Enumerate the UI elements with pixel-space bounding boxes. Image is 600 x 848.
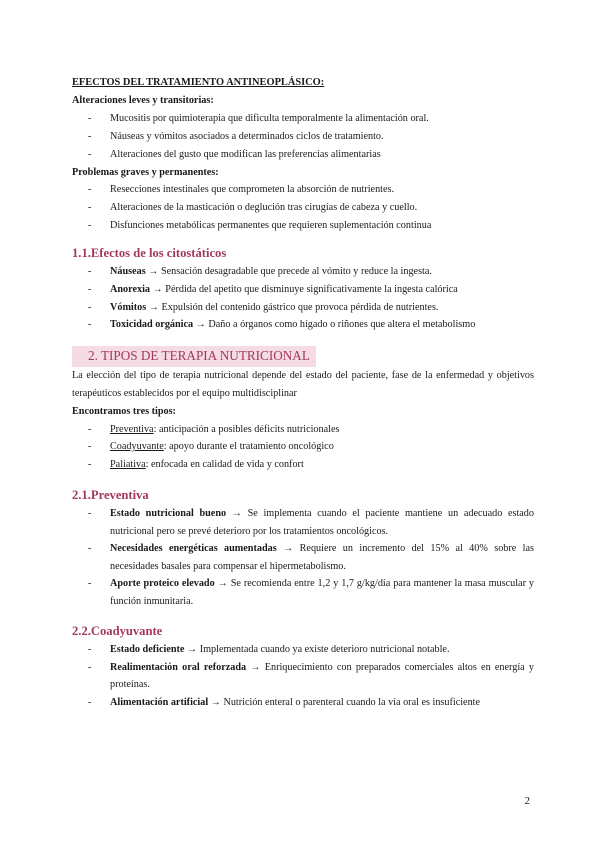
list-item xyxy=(72,505,534,540)
item-desc: : enfocada en calidad de vida y confort xyxy=(145,459,304,471)
section-heading-coadyuvante: 2.2.Coadyuvante xyxy=(72,624,163,639)
citostaticos-list xyxy=(72,263,534,334)
graves-heading: Problemas graves y permanentes: xyxy=(72,166,219,178)
item-desc: → Se implementa cuando el paciente mantiene un adecuado estado nutricional pero se prevé deterioro por los tratamientos oncológicos. xyxy=(110,508,534,537)
item-desc: : anticipación a posibles déficits nutricionales xyxy=(153,423,340,435)
list-item: - Mucositis por quimioterapia que dificulta temporalmente la alimentación oral. xyxy=(72,110,534,128)
item-term: Estado nutricional bueno xyxy=(110,508,227,520)
item-term: Necesidades energéticas aumentadas xyxy=(110,543,277,555)
item-desc: → Pérdida del apetito que disminuye significativamente la ingesta calórica xyxy=(150,283,458,295)
list-item xyxy=(72,316,534,334)
item-term: Aporte proteico elevado xyxy=(110,578,215,590)
item-term: Paliativa xyxy=(110,459,146,471)
item-desc: → Requiere un incremento del 15% al 40% sobre las necesidades basales para compensar el hipermetabolismo. xyxy=(110,543,535,572)
list-item xyxy=(72,694,534,712)
item-desc: : apoyo durante el tratamiento oncológico xyxy=(163,441,334,453)
list-item: - Alteraciones del gusto que modifican las preferencias alimentarias xyxy=(72,146,534,164)
item-desc: → Nutrición enteral o parenteral cuando la vía oral es insuficiente xyxy=(208,696,481,708)
section-heading-preventiva: 2.1.Preventiva xyxy=(72,488,149,503)
list-item xyxy=(72,456,534,474)
section-heading-tipos: 2. TIPOS DE TERAPIA NUTRICIONAL xyxy=(72,346,316,366)
item-desc: → Se recomienda entre 1,2 y 1,7 g/kg/día para mantener la masa muscular y función inmunitaria. xyxy=(110,578,534,607)
item-desc: → Implementada cuando ya existe deterioro nutricional notable. xyxy=(184,644,450,656)
preventiva-list xyxy=(72,505,534,610)
tipos-list xyxy=(72,421,534,475)
list-item: - Alteraciones de la masticación o deglución tras cirugías de cabeza y cuello. xyxy=(72,199,534,217)
list-item: - Náuseas y vómitos asociados a determinados ciclos de tratamiento. xyxy=(72,128,534,146)
item-desc: → Daño a órganos como hígado o riñones que altera el metabolismo xyxy=(193,319,476,331)
list-item xyxy=(72,641,534,659)
graves-list xyxy=(72,181,534,235)
list-item: - Resecciones intestinales que comprometen la absorción de nutrientes. xyxy=(72,181,534,199)
page-number: 2 xyxy=(524,795,530,807)
item-term: Anorexia xyxy=(110,283,150,295)
item-term: Alimentación artificial xyxy=(110,696,209,708)
list-item xyxy=(72,575,534,610)
item-desc: → Sensación desagradable que precede al vómito y reduce la ingesta. xyxy=(145,265,432,277)
list-item xyxy=(72,281,534,299)
list-item xyxy=(72,299,534,317)
item-term: Preventiva xyxy=(110,423,154,435)
document-page xyxy=(72,74,534,711)
item-term: Vómitos xyxy=(110,301,147,313)
tipos-found-heading: Encontramos tres tipos: xyxy=(72,405,176,417)
coadyuvante-list xyxy=(72,641,534,711)
item-term: Estado deficiente xyxy=(110,644,185,656)
list-item: - Disfunciones metabólicas permanentes que requieren suplementación continua xyxy=(72,217,534,235)
main-title: EFECTOS DEL TRATAMIENTO ANTINEOPLÁSICO: xyxy=(72,77,325,88)
item-term: Toxicidad orgánica xyxy=(110,319,194,331)
list-item xyxy=(72,659,534,694)
tipos-intro: La elección del tipo de terapia nutricional depende del estado del paciente, fase de la enfermedad y objetivos terapéuticos establecidos por el equipo multidisciplinar xyxy=(72,370,534,399)
item-term: Náuseas xyxy=(110,265,146,277)
item-term: Realimentación oral reforzada xyxy=(110,661,247,673)
list-item xyxy=(72,540,534,575)
item-desc: → Enriquecimiento con preparados comerciales altos en energía y proteínas. xyxy=(110,661,535,691)
list-item xyxy=(72,263,534,281)
leves-heading: Alteraciones leves y transitorias: xyxy=(72,95,214,107)
item-desc: → Expulsión del contenido gástrico que provoca pérdida de nutrientes. xyxy=(146,301,439,313)
section-heading-citostaticos: 1.1.Efectos de los citostáticos xyxy=(72,245,227,260)
list-item xyxy=(72,438,534,456)
list-item xyxy=(72,421,534,439)
item-term: Coadyuvante xyxy=(110,441,164,453)
leves-list xyxy=(72,110,534,164)
